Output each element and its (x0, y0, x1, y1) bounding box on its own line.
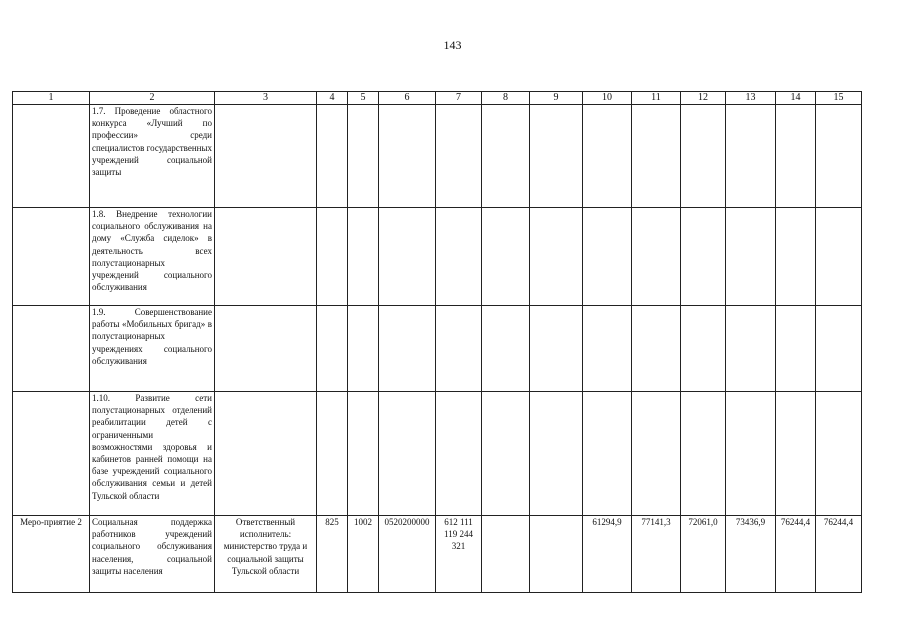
responsible-executor: Ответственный исполнитель: министерство труда и социальной защиты Тульской области (215, 516, 317, 593)
value-cell: 72061,0 (681, 516, 726, 593)
value-cell: 61294,9 (583, 516, 632, 593)
header-row (13, 92, 862, 105)
value-cell: 76244,4 (776, 516, 816, 593)
header-cell: 8 (482, 92, 530, 105)
measure-description: 1.7. Проведение областного конкурса «Лучший по профессии» среди специалистов государственных учреждений социальной защиты (90, 105, 215, 208)
expense-type-codes: 612 111 119 244 321 (436, 516, 482, 593)
activity-description: Социальная поддержка работников учреждений социального обслуживания населения, социальной защиты населения (90, 516, 215, 593)
table-row (13, 306, 862, 392)
row-label-cell (13, 392, 90, 516)
header-cell: 13 (726, 92, 776, 105)
value-cell (530, 516, 583, 593)
row-label-cell (13, 105, 90, 208)
header-cell: 15 (816, 92, 862, 105)
program-activities-table (12, 91, 862, 593)
row-label-cell (13, 306, 90, 392)
header-cell: 9 (530, 92, 583, 105)
ministry-code: 825 (317, 516, 348, 593)
measure-description: 1.10. Развитие сети полустационарных отделений реабилитации детей с ограниченными возможностями здоровья и кабинетов ранней помощи на базе учреждений социального обслуживания семьи и детей Тульской области (90, 392, 215, 516)
header-cell: 3 (215, 92, 317, 105)
value-cell: 73436,9 (726, 516, 776, 593)
table-row (13, 392, 862, 516)
activity-label: Меро-приятие 2 (13, 516, 90, 593)
header-cell: 5 (348, 92, 379, 105)
value-cell (482, 516, 530, 593)
row-label-cell (13, 208, 90, 306)
table-row (13, 105, 862, 208)
page-number: 143 (443, 38, 462, 52)
activity-row (13, 516, 862, 593)
header-cell: 11 (632, 92, 681, 105)
header-cell: 12 (681, 92, 726, 105)
header-cell: 7 (436, 92, 482, 105)
header-cell: 10 (583, 92, 632, 105)
target-article-code: 0520200000 (379, 516, 436, 593)
value-cell: 76244,4 (816, 516, 862, 593)
header-cell: 2 (90, 92, 215, 105)
section-code: 1002 (348, 516, 379, 593)
measure-description: 1.8. Внедрение технологии социального обслуживания на дому «Служба сиделок» в деятельность всех полустационарных учреждений социального обслуживания (90, 208, 215, 306)
header-cell: 1 (13, 92, 90, 105)
header-cell: 4 (317, 92, 348, 105)
measure-description: 1.9. Совершенствование работы «Мобильных бригад» в полустационарных учреждениях социального обслуживания (90, 306, 215, 392)
table-row (13, 208, 862, 306)
header-cell: 14 (776, 92, 816, 105)
value-cell: 77141,3 (632, 516, 681, 593)
header-cell: 6 (379, 92, 436, 105)
